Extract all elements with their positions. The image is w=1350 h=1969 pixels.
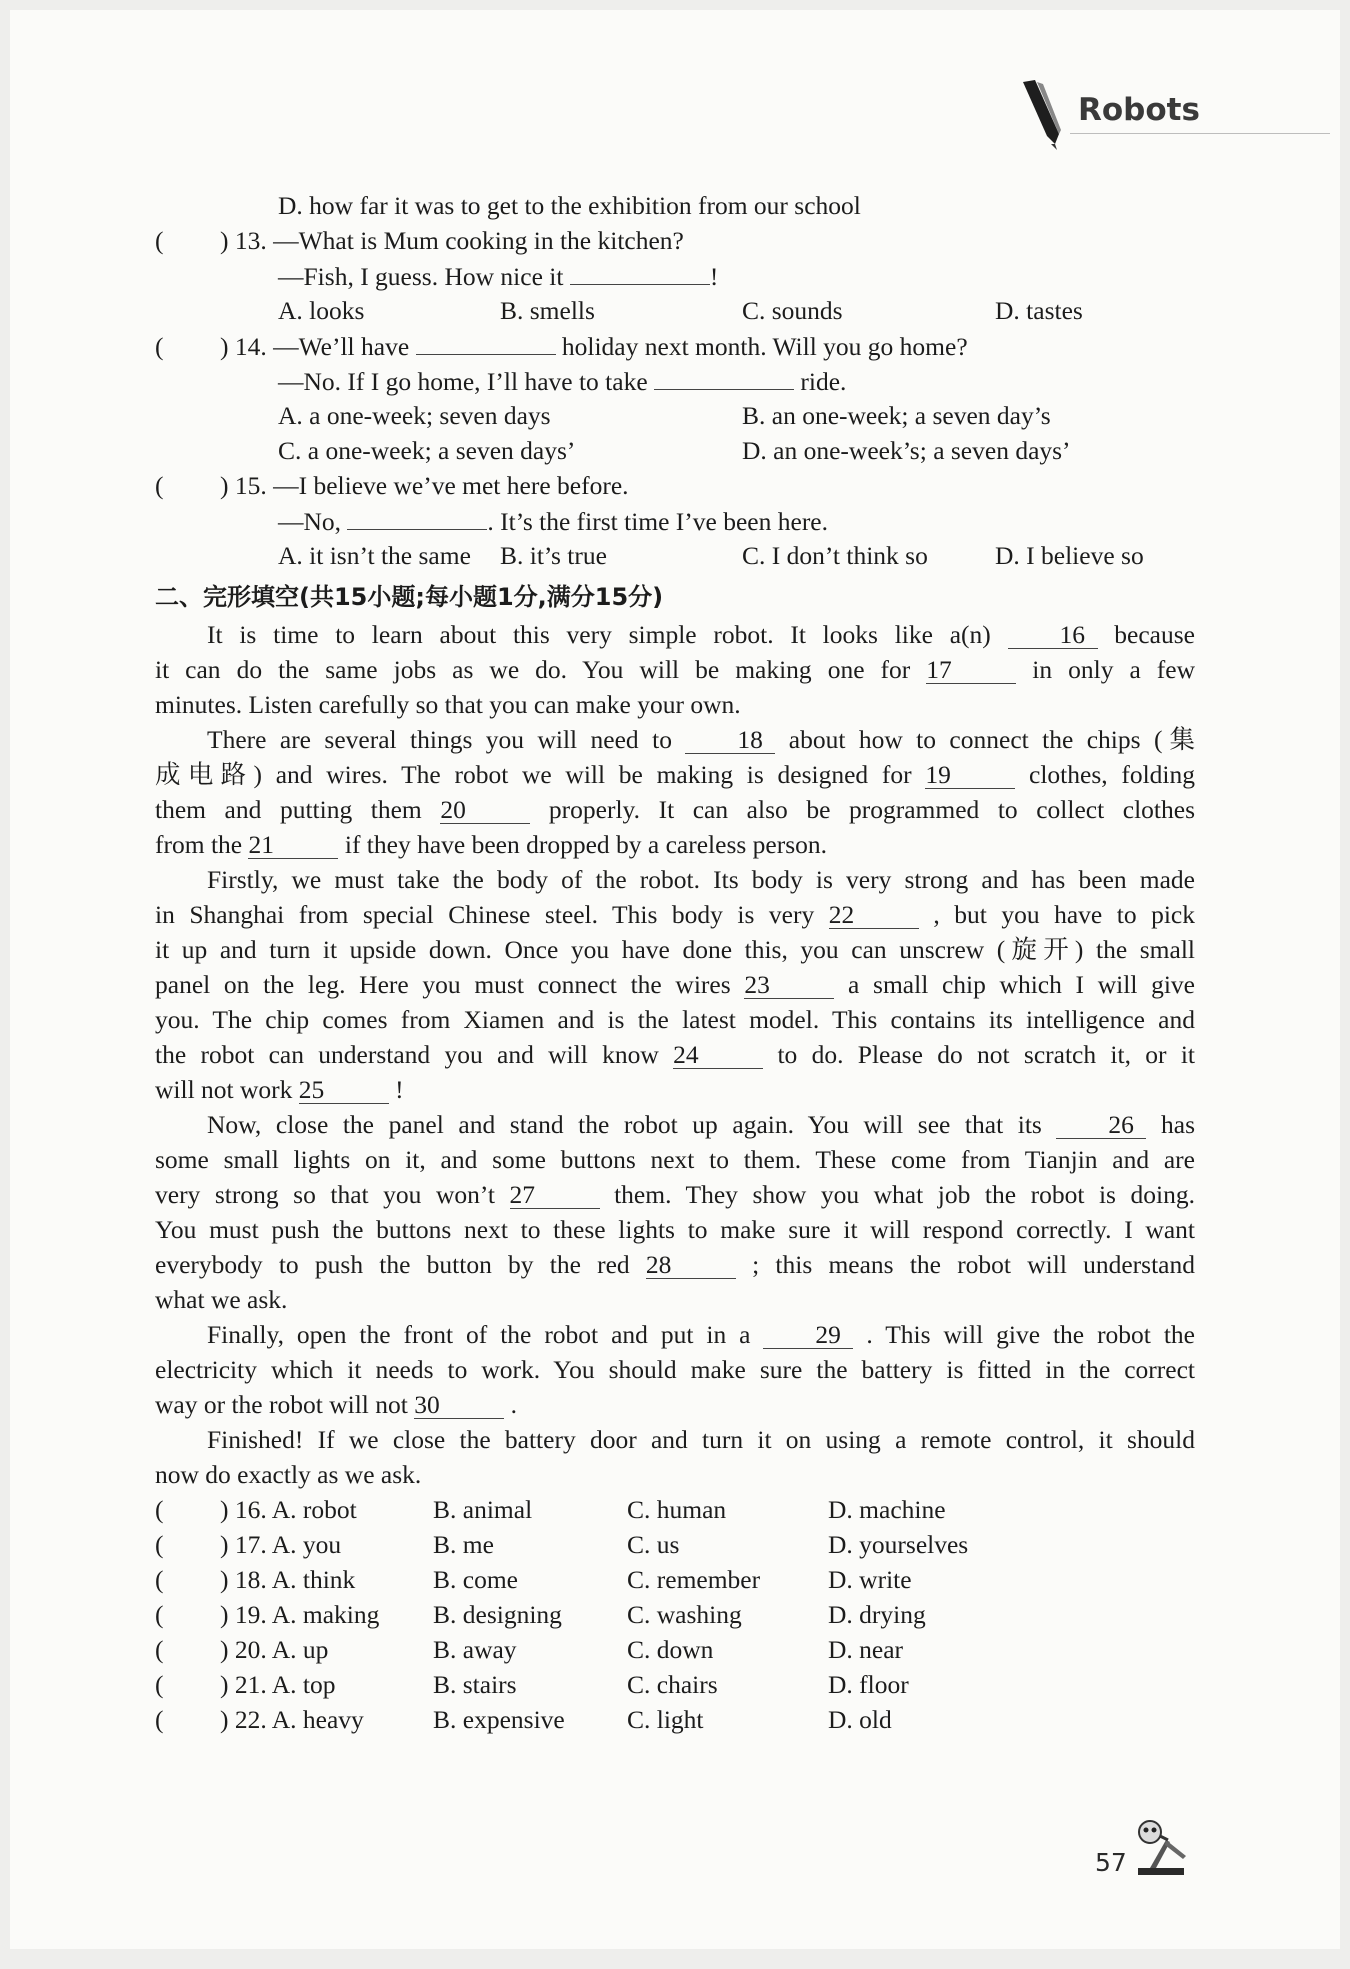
passage-text: it can do the same jobs as we do. You will be making one for bbox=[155, 655, 927, 684]
option-c: C. down bbox=[627, 1635, 714, 1664]
option-a: ) 16. A. robot bbox=[220, 1495, 357, 1524]
workbook-page bbox=[10, 10, 1340, 1949]
q13-options bbox=[155, 293, 1195, 328]
q13-text: ) 13. —What is Mum cooking in the kitchen? bbox=[220, 226, 684, 255]
option-a: ) 17. A. you bbox=[220, 1530, 342, 1559]
passage-text: way or the robot will not bbox=[155, 1390, 415, 1419]
q13-stem bbox=[155, 223, 1195, 258]
option-d: D. drying bbox=[828, 1600, 926, 1629]
option-d: D. tastes bbox=[995, 296, 1083, 325]
option-b: B. designing bbox=[433, 1600, 562, 1629]
option-b: B. an one-week; a seven day’s bbox=[742, 401, 1051, 430]
page-header-title: Robots bbox=[1078, 92, 1200, 128]
q14-options-row2 bbox=[155, 433, 1195, 468]
passage-text: if they have been dropped by a careless person. bbox=[344, 830, 828, 859]
passage-line bbox=[155, 1072, 1195, 1107]
passage-text: what we ask. bbox=[155, 1285, 288, 1314]
cloze-blank-27[interactable]: 27 bbox=[510, 1182, 600, 1209]
q14-options-row1 bbox=[155, 398, 1195, 433]
passage-line bbox=[155, 1422, 1195, 1457]
passage-text: It is time to learn about this very simple robot. It looks like a(n) bbox=[207, 620, 1008, 649]
passage-text: ; this means the robot will understand bbox=[752, 1250, 1196, 1279]
option-a: ) 21. A. top bbox=[220, 1670, 336, 1699]
cloze-question-row bbox=[155, 1667, 1195, 1702]
passage-text: Now, close the panel and stand the robot up again. You will see that its bbox=[207, 1110, 1057, 1139]
q15-response-end: . It’s the first time I’ve been here. bbox=[487, 507, 828, 536]
passage-text: Firstly, we must take the body of the robot. Its body is very strong and has been made bbox=[207, 865, 1195, 894]
option-a: ) 22. A. heavy bbox=[220, 1705, 364, 1734]
passage-line bbox=[155, 1212, 1195, 1247]
option-b: B. away bbox=[433, 1635, 517, 1664]
passage-text: 成电路) and wires. The robot we will be making is designed for bbox=[155, 760, 926, 789]
option-c: C. human bbox=[627, 1495, 727, 1524]
passage-text: them. They show you what job the robot is doing. bbox=[614, 1180, 1195, 1209]
option-a: A. looks bbox=[278, 296, 365, 325]
q15-text: ) 15. —I believe we’ve met here before. bbox=[220, 471, 629, 500]
passage-text: in Shanghai from special Chinese steel. This body is very bbox=[155, 900, 829, 929]
passage-text: some small lights on it, and some buttons next to them. These come from Tianjin and are bbox=[155, 1145, 1195, 1174]
passage-line bbox=[155, 827, 1195, 862]
passage-line bbox=[155, 1317, 1195, 1352]
cloze-question-row bbox=[155, 1597, 1195, 1632]
answer-paren[interactable]: ( bbox=[155, 1495, 164, 1524]
q14-response-end: ride. bbox=[794, 367, 847, 396]
passage-text: will not work bbox=[155, 1075, 299, 1104]
q14-response bbox=[155, 363, 1195, 398]
passage-line bbox=[155, 1142, 1195, 1177]
passage-text: everybody to push the button by the red bbox=[155, 1250, 646, 1279]
answer-paren[interactable]: ( bbox=[155, 1635, 164, 1664]
cloze-blank-26[interactable]: 26 bbox=[1056, 1112, 1146, 1139]
answer-blank[interactable] bbox=[654, 363, 794, 390]
option-c: C. chairs bbox=[627, 1670, 718, 1699]
passage-line bbox=[155, 1037, 1195, 1072]
passage-text: properly. It can also be programmed to collect clothes bbox=[548, 795, 1195, 824]
q15-response bbox=[155, 503, 1195, 538]
option-a: A. it isn’t the same bbox=[278, 541, 471, 570]
cloze-blank-25[interactable]: 25 bbox=[299, 1077, 389, 1104]
cloze-question-row bbox=[155, 1562, 1195, 1597]
cloze-question-row bbox=[155, 1492, 1195, 1527]
q14-response-text: —No. If I go home, I’ll have to take bbox=[278, 367, 655, 396]
passage-text: You must push the buttons next to these lights to make sure it will respond correctly. I want bbox=[155, 1215, 1195, 1244]
passage-text: electricity which it needs to work. You should make sure the battery is fitted in the correct bbox=[155, 1355, 1195, 1384]
option-a: ) 19. A. making bbox=[220, 1600, 380, 1629]
option-d: D. floor bbox=[828, 1670, 909, 1699]
cloze-blank-29[interactable]: 29 bbox=[763, 1322, 853, 1349]
passage-text: clothes, folding bbox=[1029, 760, 1196, 789]
passage-text: Finished! If we close the battery door and turn it on using a remote control, it should bbox=[207, 1425, 1195, 1454]
option-c: C. light bbox=[627, 1705, 704, 1734]
option-d: D. old bbox=[828, 1705, 892, 1734]
cloze-passage bbox=[155, 617, 1195, 1492]
option-b: B. it’s true bbox=[500, 541, 607, 570]
passage-line bbox=[155, 862, 1195, 897]
answer-paren[interactable]: ( bbox=[155, 1670, 164, 1699]
option-d: D. yourselves bbox=[828, 1530, 969, 1559]
passage-text: them and putting them bbox=[155, 795, 441, 824]
passage-line bbox=[155, 1387, 1195, 1422]
option-c: C. us bbox=[627, 1530, 680, 1559]
answer-paren[interactable]: ( bbox=[155, 471, 164, 500]
cloze-options-list bbox=[155, 1492, 1195, 1737]
option-c: C. remember bbox=[627, 1565, 761, 1594]
option-d: D. an one-week’s; a seven days’ bbox=[742, 436, 1071, 465]
option-a: A. a one-week; seven days bbox=[278, 401, 551, 430]
cloze-question-row bbox=[155, 1632, 1195, 1667]
option-d: D. machine bbox=[828, 1495, 946, 1524]
passage-text: . This will give the robot the bbox=[866, 1320, 1195, 1349]
cloze-blank-28[interactable]: 28 bbox=[646, 1252, 736, 1279]
passage-line bbox=[155, 687, 1195, 722]
cloze-blank-23[interactable]: 23 bbox=[744, 972, 834, 999]
q12-option-d: D. how far it was to get to the exhibition from our school bbox=[278, 191, 861, 220]
passage-line bbox=[155, 1002, 1195, 1037]
q14-stem bbox=[155, 328, 1195, 363]
passage-text: you. The chip comes from Xiamen and is the latest model. This contains its intelligence and bbox=[155, 1005, 1195, 1034]
answer-paren[interactable]: ( bbox=[155, 226, 164, 255]
passage-text: to do. Please do not scratch it, or it bbox=[777, 1040, 1195, 1069]
q15-stem bbox=[155, 468, 1195, 503]
option-c: C. a one-week; a seven days’ bbox=[278, 436, 576, 465]
option-b: B. stairs bbox=[433, 1670, 517, 1699]
option-c: C. washing bbox=[627, 1600, 742, 1629]
passage-text: , but you have to pick bbox=[933, 900, 1196, 929]
passage-line bbox=[155, 652, 1195, 687]
option-c: C. sounds bbox=[742, 296, 843, 325]
answer-paren[interactable]: ( bbox=[155, 1600, 164, 1629]
passage-line bbox=[155, 757, 1195, 792]
passage-text: in only a few bbox=[1032, 655, 1196, 684]
q14-text-end: holiday next month. Will you go home? bbox=[555, 332, 968, 361]
answer-paren[interactable]: ( bbox=[155, 1530, 164, 1559]
cloze-question-row bbox=[155, 1527, 1195, 1562]
passage-text: There are several things you will need to bbox=[207, 725, 686, 754]
page-number: 57 bbox=[1095, 1848, 1127, 1877]
passage-text: ! bbox=[395, 1075, 404, 1104]
option-c: C. I don’t think so bbox=[742, 541, 928, 570]
q15-response-text: —No, bbox=[278, 507, 348, 536]
passage-text: now do exactly as we ask. bbox=[155, 1460, 422, 1489]
option-a: ) 18. A. think bbox=[220, 1565, 356, 1594]
passage-line bbox=[155, 1107, 1195, 1142]
passage-text: about how to connect the chips (集 bbox=[788, 725, 1195, 754]
passage-line bbox=[155, 967, 1195, 1002]
option-b: B. me bbox=[433, 1530, 494, 1559]
cloze-blank-20[interactable]: 20 bbox=[440, 797, 530, 824]
pen-nib-icon bbox=[1015, 78, 1070, 150]
passage-text: panel on the leg. Here you must connect the wires bbox=[155, 970, 745, 999]
passage-line bbox=[155, 1177, 1195, 1212]
cloze-blank-19[interactable]: 19 bbox=[925, 762, 1015, 789]
cloze-blank-21[interactable]: 21 bbox=[248, 832, 338, 859]
passage-text: because bbox=[1114, 620, 1195, 649]
option-d: D. near bbox=[828, 1635, 904, 1664]
q15-options bbox=[155, 538, 1195, 573]
passage-text: minutes. Listen carefully so that you can make your own. bbox=[155, 690, 741, 719]
passage-text: very strong so that you won’t bbox=[155, 1180, 510, 1209]
header-rule bbox=[1070, 133, 1330, 134]
option-b: B. come bbox=[433, 1565, 518, 1594]
passage-line bbox=[155, 617, 1195, 652]
option-d: D. I believe so bbox=[995, 541, 1144, 570]
answer-paren[interactable]: ( bbox=[155, 332, 164, 361]
answer-blank[interactable] bbox=[416, 328, 556, 355]
passage-line bbox=[155, 792, 1195, 827]
cloze-blank-16[interactable]: 16 bbox=[1008, 622, 1098, 649]
passage-text: has bbox=[1161, 1110, 1195, 1139]
option-d: D. write bbox=[828, 1565, 912, 1594]
passage-text: the robot can understand you and will know bbox=[155, 1040, 674, 1069]
q13-response-text: —Fish, I guess. How nice it bbox=[278, 262, 570, 291]
passage-line bbox=[155, 1352, 1195, 1387]
cloze-question-row bbox=[155, 1702, 1195, 1737]
cloze-blank-30[interactable]: 30 bbox=[414, 1392, 504, 1419]
passage-line bbox=[155, 1457, 1195, 1492]
answer-paren[interactable]: ( bbox=[155, 1565, 164, 1594]
passage-text: a small chip which I will give bbox=[848, 970, 1195, 999]
passage-text: it up and turn it upside down. Once you have done this, you can unscrew (旋开) the small bbox=[155, 935, 1195, 964]
cloze-blank-17[interactable]: 17 bbox=[926, 657, 1016, 684]
passage-text: from the bbox=[155, 830, 249, 859]
passage-line bbox=[155, 722, 1195, 757]
cloze-blank-18[interactable]: 18 bbox=[685, 727, 775, 754]
q13-response bbox=[155, 258, 1195, 293]
answer-blank[interactable] bbox=[347, 503, 487, 530]
cloze-blank-24[interactable]: 24 bbox=[673, 1042, 763, 1069]
answer-paren[interactable]: ( bbox=[155, 1705, 164, 1734]
passage-text: . bbox=[510, 1390, 517, 1419]
option-b: B. smells bbox=[500, 296, 595, 325]
option-a: ) 20. A. up bbox=[220, 1635, 329, 1664]
page-content bbox=[155, 188, 1195, 1737]
answer-blank[interactable] bbox=[570, 258, 710, 285]
passage-line bbox=[155, 1282, 1195, 1317]
q13-punct: ! bbox=[709, 262, 719, 291]
passage-line bbox=[155, 1247, 1195, 1282]
option-b: B. expensive bbox=[433, 1705, 565, 1734]
section-title: 二、完形填空(共15小题;每小题1分,满分15分) bbox=[155, 583, 664, 611]
passage-line bbox=[155, 932, 1195, 967]
cloze-blank-22[interactable]: 22 bbox=[829, 902, 919, 929]
q14-text: ) 14. —We’ll have bbox=[220, 332, 416, 361]
robot-lamp-icon bbox=[1130, 1818, 1195, 1878]
passage-text: Finally, open the front of the robot and put in a bbox=[207, 1320, 764, 1349]
passage-line bbox=[155, 897, 1195, 932]
option-b: B. animal bbox=[433, 1495, 533, 1524]
